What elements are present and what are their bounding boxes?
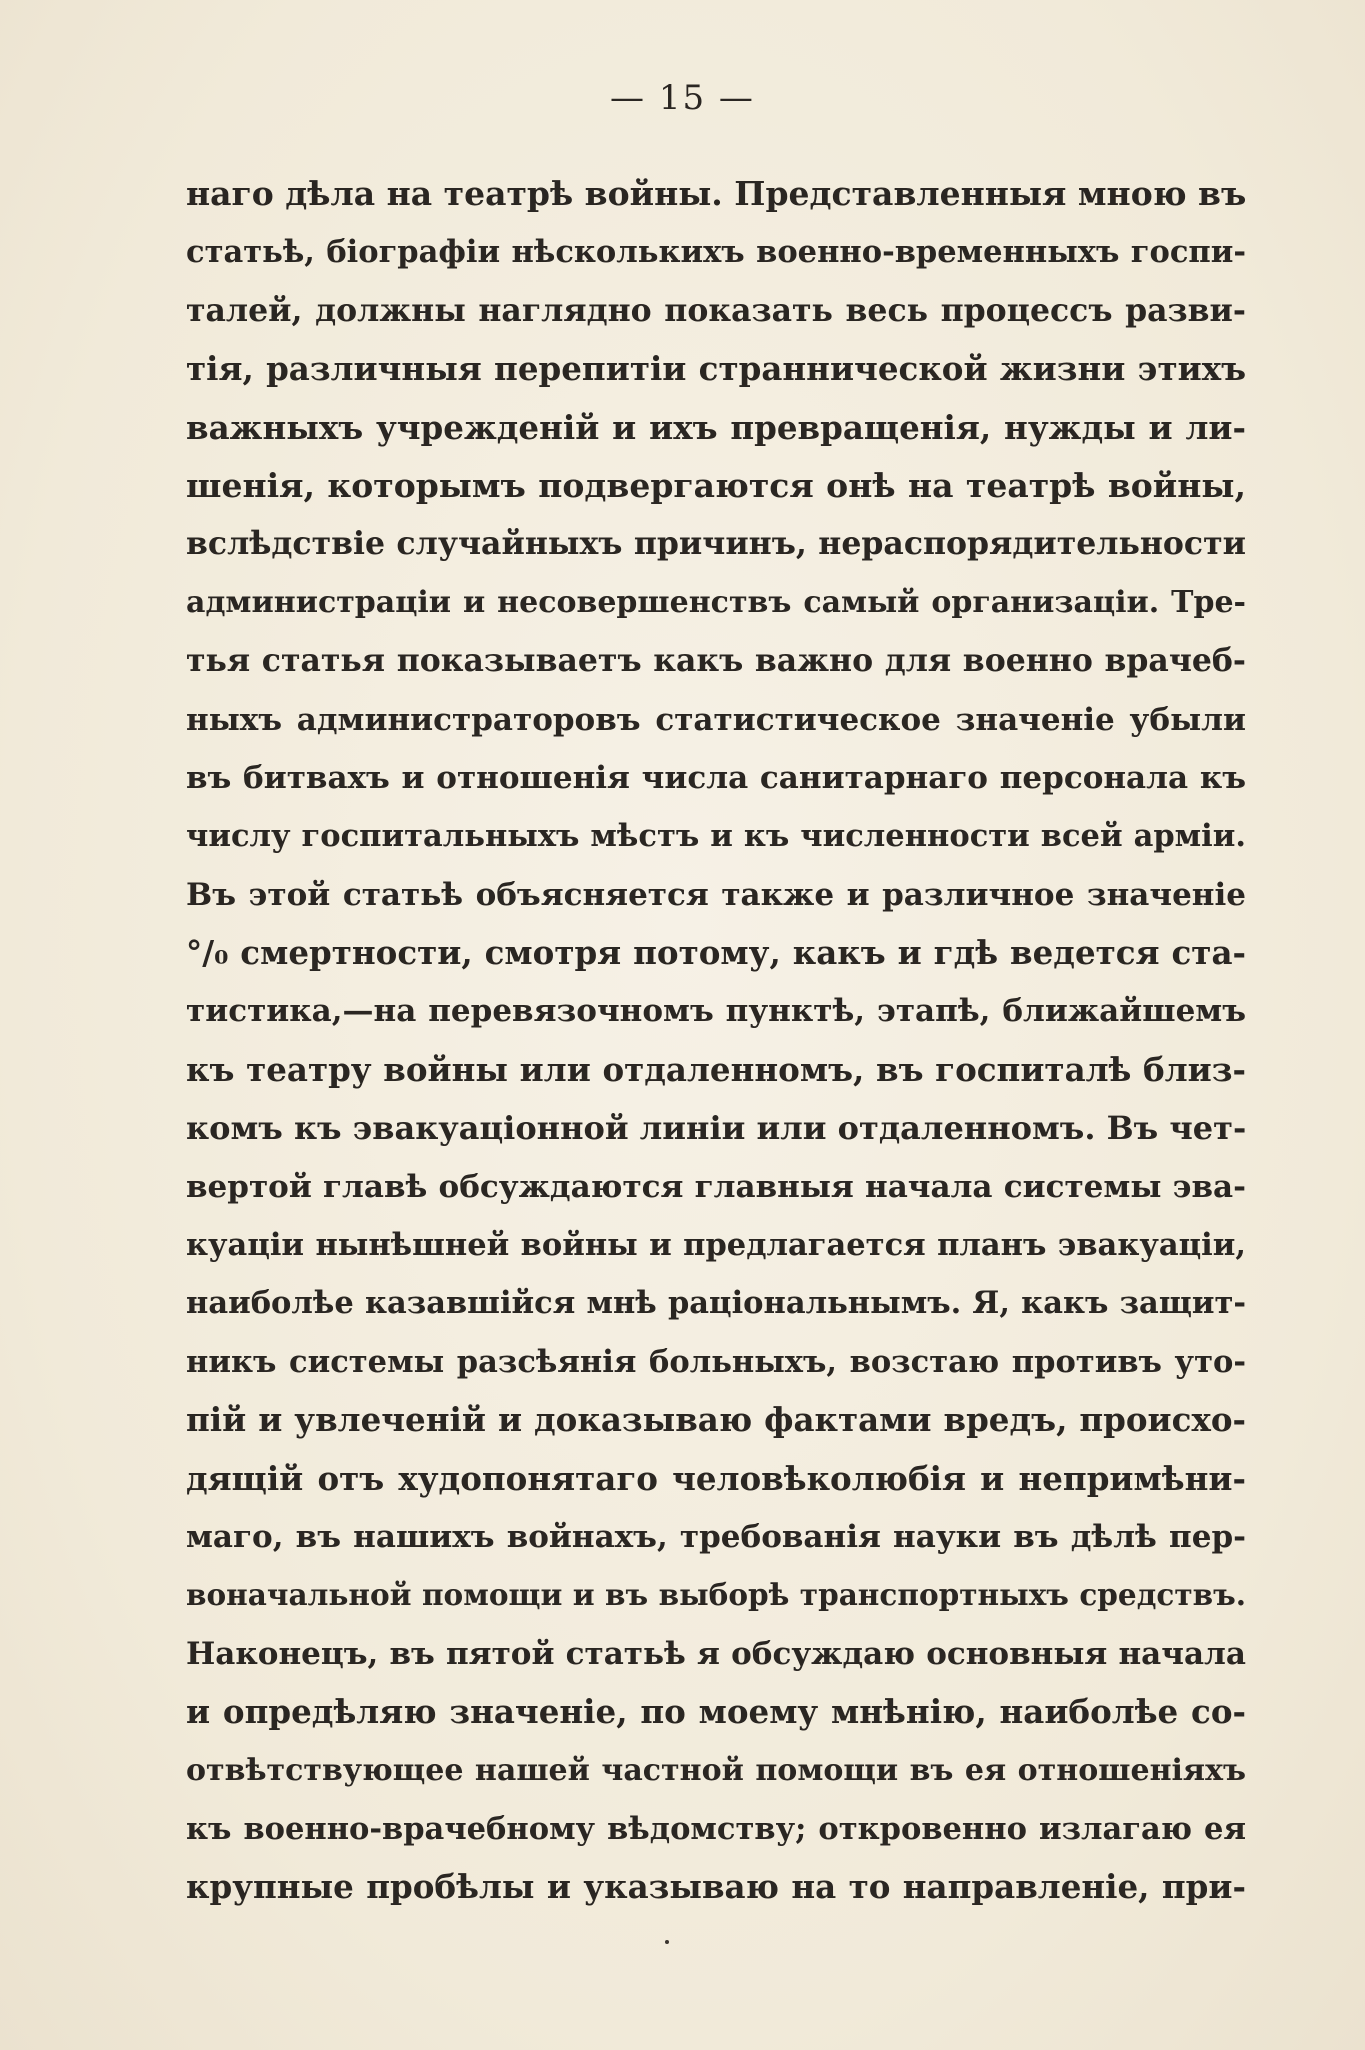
text-line: тья статья показываетъ какъ важно для военно врачеб- [186,642,1246,680]
text-line: тія, различныя перепитіи страннической жизни этихъ [186,349,1246,389]
page-number: — 15 — [610,78,755,118]
body-text [186,165,1246,1917]
text-line: пій и увлеченій и доказываю фактами вредъ, происхо- [186,1400,1246,1440]
text-line: никъ системы разсѣянія больныхъ, возстаю противъ уто- [186,1343,1246,1380]
text-line: къ военно-врачебному вѣдомству; откровенно излагаю ея [186,1810,1246,1847]
text-line: наго дѣла на театрѣ войны. Представленныя мною въ [186,174,1246,213]
text-line: наиболѣе казавшійся мнѣ раціональнымъ. Я, какъ защит- [186,1285,1246,1322]
text-line: куаціи нынѣшней войны и предлагается планъ эвакуаціи, [186,1227,1246,1264]
text-line: маго, въ нашихъ войнахъ, требованія науки въ дѣлѣ пер- [186,1518,1246,1555]
text-line: администраціи и несовершенствъ самый организаціи. Тре- [186,584,1246,620]
text-line: къ театру войны или отдаленномъ, въ госпиталѣ близ- [186,1049,1246,1089]
text-line: дящій отъ худопонятаго человѣколюбія и непримѣни- [186,1458,1246,1498]
text-line: °/₀ смертности, смотря потому, какъ и гдѣ ведется ста- [186,933,1246,973]
text-line: тистика,—на перевязочномъ пунктѣ, этапѣ, ближайшемъ [186,993,1246,1030]
text-line: Въ этой статьѣ объясняется также и различное значеніе [186,876,1246,913]
text-line: талей, должны наглядно показать весь процессъ разви- [186,291,1246,329]
ink-speck [665,1940,669,1944]
text-line: важныхъ учрежденій и ихъ превращенія, нужды и ли- [186,407,1246,447]
text-line: вертой главѣ обсуждаются главныя начала системы эва- [186,1168,1246,1205]
text-line: ныхъ администраторовъ статистическое значеніе убыли [186,701,1246,738]
text-line: отвѣтствующее нашей частной помощи въ ея отношеніяхъ [186,1752,1246,1788]
text-line: воначальной помощи и въ выборѣ транспортныхъ средствъ. [186,1577,1246,1613]
text-line: въ битвахъ и отношенія числа санитарнаго персонала къ [186,759,1246,796]
text-line: крупные пробѣлы и указываю на то направленіе, при- [186,1867,1246,1907]
text-line: числу госпитальныхъ мѣстъ и къ численности всей арміи. [186,818,1246,855]
text-line: комъ къ эвакуаціонной линіи или отдаленномъ. Въ чет- [186,1109,1246,1148]
text-line: и опредѣляю значеніе, по моему мнѣнію, наиболѣе со- [186,1692,1246,1732]
text-line: шенія, которымъ подвергаются онѣ на театрѣ войны, [186,465,1246,505]
text-line: статьѣ, біографіи нѣсколькихъ военно-временныхъ госпи- [186,234,1246,271]
text-line: вслѣдствіе случайныхъ причинъ, нераспорядительности [186,525,1246,563]
text-line: Наконецъ, въ пятой статьѣ я обсуждаю основныя начала [186,1635,1246,1672]
